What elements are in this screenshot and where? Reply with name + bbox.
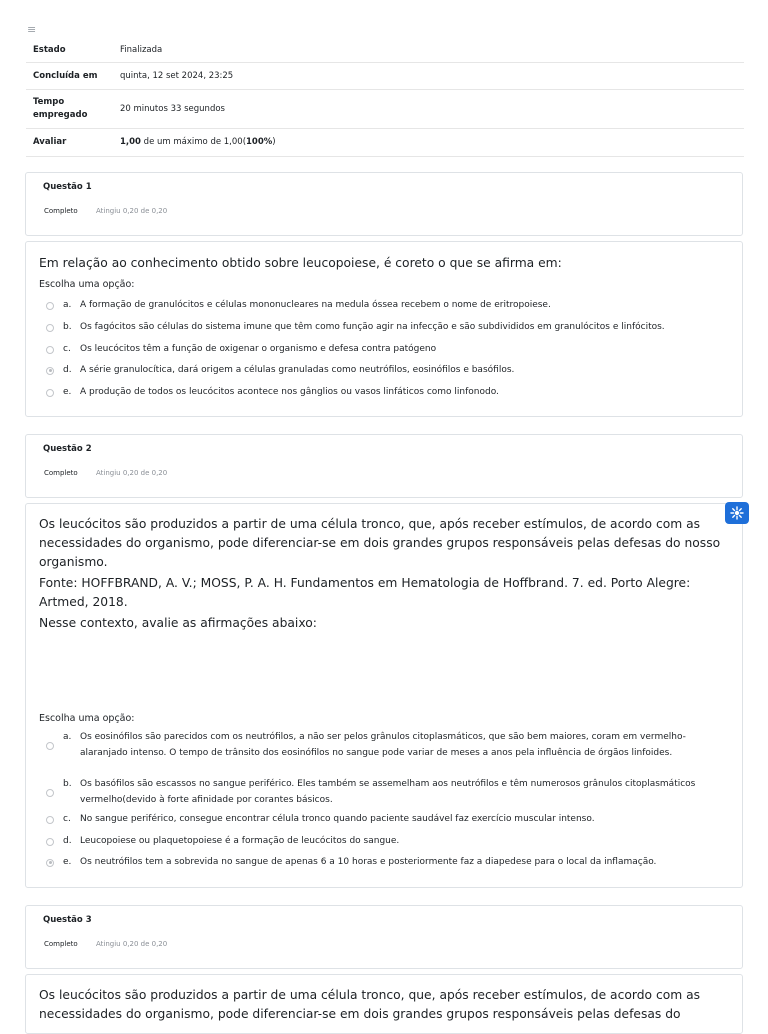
answer-option[interactable] — [46, 320, 732, 336]
question-grade: Atingiu 0,20 de 0,20 — [96, 207, 168, 215]
option-letter: e. — [63, 857, 72, 867]
question-source: Fonte: HOFFBRAND, A. V.; MOSS, P. A. H. Fundamentos em Hematologia de Hoffbrand. 7. ed. Porto Alegre: Artmed, 2018. — [39, 576, 691, 609]
question-grade: Atingiu 0,20 de 0,20 — [96, 469, 168, 477]
option-text: Os basófilos são escassos no sangue periférico. Eles também se assemelham aos neutrófilos e têm numerosos grânulos citoplasmáticos vermelho(devido à forte afinidade por corantes básicos. — [80, 779, 696, 805]
question-3-content — [25, 974, 743, 1034]
radio-button[interactable] — [46, 789, 54, 797]
option-text: A produção de todos os leucócitos acontece nos gânglios ou vasos linfáticos como linfonodo. — [80, 387, 499, 397]
option-text: No sangue periférico, consegue encontrar célula tronco quando paciente saudável faz exercício muscular intenso. — [80, 814, 595, 824]
grade-close: ) — [272, 137, 276, 147]
summary-row-completed — [26, 63, 744, 90]
summary-value: 20 minutos 33 segundos — [120, 103, 225, 114]
accessibility-icon — [730, 506, 744, 520]
question-title: Questão 1 — [43, 182, 92, 192]
option-letter: b. — [63, 322, 72, 332]
accessibility-button[interactable] — [725, 502, 749, 524]
radio-button[interactable] — [46, 816, 54, 824]
option-letter: c. — [63, 344, 71, 354]
option-text: Os fagócitos são células do sistema imune que têm como função agir na infecção e são subdivididos em granulócitos e linfócitos. — [80, 322, 665, 332]
question-2-content — [25, 503, 743, 888]
question-text — [39, 515, 730, 633]
radio-button[interactable] — [46, 742, 54, 750]
radio-button[interactable] — [46, 324, 54, 332]
question-text: Em relação ao conhecimento obtido sobre leucopoiese, é coreto o que se afirma em: — [39, 256, 562, 270]
choose-option-prompt: Escolha uma opção: — [39, 713, 135, 724]
answer-option[interactable] — [46, 855, 732, 871]
answer-option[interactable] — [46, 363, 732, 379]
summary-label: Concluída em — [33, 70, 98, 81]
question-grade: Atingiu 0,20 de 0,20 — [96, 940, 168, 948]
summary-value — [120, 136, 276, 149]
choose-option-prompt: Escolha uma opção: — [39, 279, 135, 290]
question-paragraph: Nesse contexto, avalie as afirmações abaixo: — [39, 616, 317, 630]
summary-row-grade — [26, 129, 744, 157]
option-letter: d. — [63, 365, 72, 375]
summary-label: Avaliar — [33, 137, 67, 147]
option-text: Os eosinófilos são parecidos com os neutrófilos, a não ser pelos grânulos citoplasmáticos, que são bem maiores, coram em vermelho-alaranjado intenso. O tempo de trânsito dos eosinófilos no sangue pode variar de meses a anos pela influência de órgãos linfoides. — [80, 732, 686, 758]
answer-option[interactable] — [46, 342, 732, 358]
option-letter: a. — [63, 300, 72, 310]
answer-option[interactable] — [46, 730, 732, 761]
option-text: Os neutrófilos tem a sobrevida no sangue de apenas 6 a 10 horas e posteriormente faz a diapedese para o local da inflamação. — [80, 857, 657, 867]
radio-button[interactable] — [46, 302, 54, 310]
option-letter: d. — [63, 836, 72, 846]
answer-option[interactable] — [46, 777, 732, 808]
question-title: Questão 3 — [43, 915, 92, 925]
question-1-content — [25, 241, 743, 417]
question-paragraph: Os leucócitos são produzidos a partir de uma célula tronco, que, após receber estímulos, de acordo com as necessidades do organismo, pode diferenciar-se em dois grandes grupos responsáveis pelas defesas do nosso organismo. — [39, 517, 721, 569]
answer-option[interactable] — [46, 812, 732, 828]
radio-button-selected[interactable] — [46, 367, 54, 375]
question-text: Os leucócitos são produzidos a partir de uma célula tronco, que, após receber estímulos, de acordo com as necessidades do organismo, pode diferenciar-se em dois grandes grupos responsáveis pelas defesas do — [39, 988, 701, 1021]
grade-percent: 100% — [246, 137, 273, 147]
option-letter: a. — [63, 732, 72, 742]
question-title: Questão 2 — [43, 444, 92, 454]
radio-button-selected[interactable] — [46, 859, 54, 867]
grade-score: 1,00 — [120, 137, 141, 147]
radio-button[interactable] — [46, 346, 54, 354]
option-letter: b. — [63, 779, 72, 789]
grade-max-text: de um máximo de 1,00( — [140, 137, 247, 147]
answer-option[interactable] — [46, 834, 732, 850]
radio-button[interactable] — [46, 838, 54, 846]
option-letter: c. — [63, 814, 71, 824]
radio-button[interactable] — [46, 389, 54, 397]
summary-value: quinta, 12 set 2024, 23:25 — [120, 70, 234, 81]
question-3-info — [25, 905, 743, 969]
attempt-summary-table — [26, 38, 744, 157]
summary-row-state — [26, 38, 744, 63]
answer-option[interactable] — [46, 298, 732, 314]
option-text: A formação de granulócitos e células mononucleares na medula óssea recebem o nome de eritropoiese. — [80, 300, 551, 310]
question-2-info — [25, 434, 743, 498]
question-1-info — [25, 172, 743, 236]
summary-label: Estado — [33, 44, 66, 55]
summary-row-time — [26, 90, 744, 129]
menu-icon[interactable]: ≡ — [27, 23, 37, 36]
option-text: Leucopoiese ou plaquetopoiese é a formação de leucócitos do sangue. — [80, 836, 400, 846]
option-text: A série granulocítica, dará origem a células granuladas como neutrófilos, eosinófilos e basófilos. — [80, 365, 515, 375]
option-letter: e. — [63, 387, 72, 397]
question-state: Completo — [44, 469, 78, 477]
summary-value: Finalizada — [120, 44, 163, 55]
summary-label: Tempo empregado — [33, 97, 88, 120]
question-state: Completo — [44, 207, 78, 215]
question-state: Completo — [44, 940, 78, 948]
answer-option[interactable] — [46, 385, 732, 401]
option-text: Os leucócitos têm a função de oxigenar o organismo e defesa contra patógeno — [80, 344, 437, 354]
